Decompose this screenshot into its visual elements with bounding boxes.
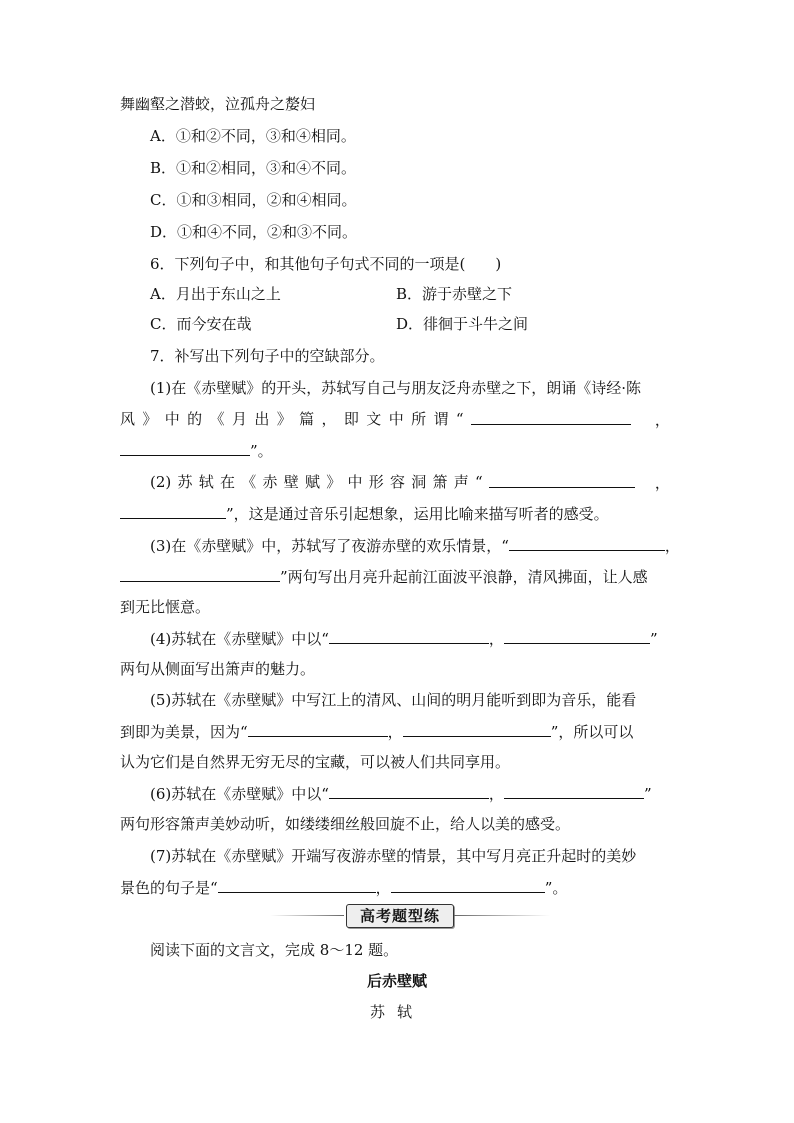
char: 中 [347, 473, 363, 491]
q7-6-line2: 两句形容箫声美妙动听，如缕缕细丝般回旋不止，给人以美的感受。 [120, 815, 571, 833]
char: 》 [276, 410, 292, 428]
q7-3-line1 [150, 535, 680, 556]
answer-blank[interactable] [120, 440, 250, 456]
text: ”两句写出月亮升起前江面波平浪静，清风拂面，让人感 [280, 568, 648, 586]
q7-3-line3: 到无比惬意。 [120, 598, 211, 616]
banner-rule-left [270, 915, 344, 916]
answer-blank[interactable] [218, 877, 376, 893]
quote-end: ”。 [544, 879, 568, 897]
question-6-stem: 6．下列句子中，和其他句子句式不同的一项是( ) [150, 255, 502, 273]
option-a: A．①和②不同，③和④相同。 [150, 127, 356, 145]
char: “ [474, 473, 483, 491]
q7-6-line1 [150, 783, 652, 804]
char: 》 [142, 410, 158, 428]
char: 出 [254, 410, 270, 428]
q6-option-d: D．徘徊于斗牛之间 [396, 315, 529, 333]
q7-5-line1: (5)苏轼在《赤壁赋》中写江上的清风、山间的明月能听到即为音乐，能看 [150, 691, 637, 709]
text: ”，所以可以 [550, 723, 634, 741]
char: 赤 [262, 473, 278, 491]
text: (6)苏轼在《赤壁赋》中以“ [150, 785, 329, 803]
answer-blank[interactable] [120, 566, 280, 582]
q7-5-line2 [120, 721, 633, 742]
char: 的 [187, 410, 203, 428]
comma: ， [488, 630, 504, 648]
char: 篇 [299, 410, 315, 428]
char: 《 [209, 410, 225, 428]
quote-end: ”。 [250, 442, 273, 460]
q6-option-a: A．月出于东山之上 [150, 285, 281, 303]
q6-option-b: B．游于赤壁之下 [396, 285, 513, 303]
q7-5-line3: 认为它们是自然界无穷无尽的宝藏，可以被人们共同享用。 [120, 753, 511, 771]
char: 中 [388, 410, 404, 428]
comma: ， [654, 474, 670, 492]
char: 文 [366, 410, 382, 428]
char: ， [321, 410, 337, 428]
q7-4-line1 [150, 628, 658, 649]
comma: ， [375, 879, 391, 897]
char: 即 [343, 410, 359, 428]
text: 到即为美景，因为“ [120, 723, 248, 741]
char: 《 [241, 473, 257, 491]
char: 赋 [304, 473, 320, 491]
option-b: B．①和②相同，③和④不同。 [150, 159, 357, 177]
q7-7-line1: (7)苏轼在《赤壁赋》开端写夜游赤壁的情景，其中写月亮正升起时的美妙 [150, 847, 637, 865]
text: ”，这是通过音乐引起想象，运用比喻来描写听者的感受。 [226, 505, 609, 523]
char: 谓 [433, 410, 449, 428]
char: 在 [219, 473, 235, 491]
quote-end: ” [643, 785, 652, 803]
char: 苏 [177, 473, 193, 491]
answer-blank[interactable] [489, 472, 635, 488]
q7-2-line1 [150, 472, 670, 493]
char: 》 [326, 473, 342, 491]
q7-4-line2: 两句从侧面写出箫声的魅力。 [120, 660, 316, 678]
quote-end: ” [649, 630, 658, 648]
answer-blank[interactable] [329, 783, 489, 799]
char: 箫 [432, 473, 448, 491]
char: 形 [368, 473, 384, 491]
q7-1-line2 [120, 409, 670, 430]
comma: ， [387, 723, 403, 741]
text: (3)在《赤壁赋》中，苏轼写了夜游赤壁的欢乐情景，“ [150, 537, 509, 555]
q7-3-line2 [120, 566, 648, 587]
banner-rule-right [454, 915, 550, 916]
char: “ [455, 410, 464, 428]
char: 所 [411, 410, 427, 428]
char: 洞 [411, 473, 427, 491]
q7-2-line2 [120, 503, 609, 524]
passage-title: 后赤壁赋 [366, 972, 427, 990]
reading-instruction: 阅读下面的文言文，完成 8～12 题。 [150, 941, 399, 959]
comma: ， [664, 537, 680, 555]
answer-blank[interactable] [391, 877, 545, 893]
answer-blank[interactable] [504, 628, 650, 644]
char: 月 [231, 410, 247, 428]
char: (2) [150, 473, 172, 491]
question-7-stem: 7．补写出下列句子中的空缺部分。 [150, 347, 385, 365]
answer-blank[interactable] [471, 409, 631, 425]
comma: ， [654, 411, 670, 429]
answer-blank[interactable] [509, 535, 665, 551]
answer-blank[interactable] [504, 783, 644, 799]
q6-option-c: C．而今安在哉 [150, 315, 252, 333]
text: (4)苏轼在《赤壁赋》中以“ [150, 630, 329, 648]
char: 风 [120, 410, 136, 428]
text: 景色的句子是“ [120, 879, 218, 897]
text-line: 舞幽壑之潜蛟，泣孤舟之嫠妇 [120, 95, 316, 113]
answer-blank[interactable] [120, 503, 226, 519]
section-banner [270, 904, 550, 928]
char: 壁 [283, 473, 299, 491]
q7-1-line1: (1)在《赤壁赋》的开头，苏轼写自己与朋友泛舟赤壁之下，朗诵《诗经·陈 [150, 379, 642, 397]
answer-blank[interactable] [248, 721, 388, 737]
comma: ， [488, 785, 504, 803]
passage-author: 苏轼 [369, 1003, 424, 1021]
answer-blank[interactable] [329, 628, 489, 644]
char: 轼 [198, 473, 214, 491]
answer-blank[interactable] [403, 721, 551, 737]
q7-7-line2 [120, 877, 567, 898]
char: 中 [164, 410, 180, 428]
option-d: D．①和④不同，②和③不同。 [150, 223, 358, 241]
option-c: C．①和③相同，②和④相同。 [150, 191, 357, 209]
char: 声 [453, 473, 469, 491]
char: 容 [389, 473, 405, 491]
banner-label: 高考题型练 [346, 904, 454, 928]
q7-1-line3 [120, 440, 273, 461]
